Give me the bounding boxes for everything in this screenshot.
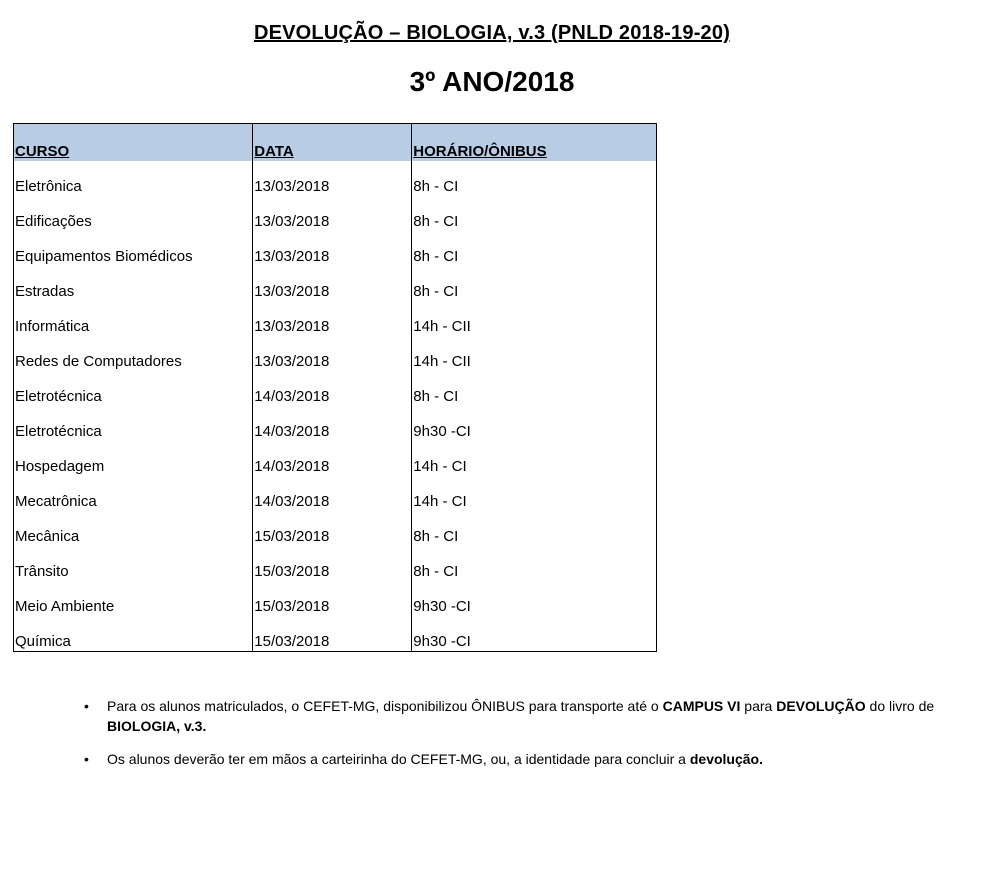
notes-list xyxy=(84,696,954,782)
cell-horario: 14h - CII xyxy=(412,301,657,336)
table-header-row xyxy=(14,124,657,162)
cell-curso: Estradas xyxy=(14,266,253,301)
cell-curso: Trânsito xyxy=(14,546,253,581)
cell-horario: 8h - CI xyxy=(412,266,657,301)
note-text: do livro de xyxy=(865,698,935,714)
table-row xyxy=(14,231,657,266)
cell-data: 14/03/2018 xyxy=(253,406,412,441)
page-subtitle: 3º ANO/2018 xyxy=(409,66,575,97)
cell-data: 13/03/2018 xyxy=(253,336,412,371)
cell-data: 14/03/2018 xyxy=(253,371,412,406)
note-emphasis: CAMPUS VI xyxy=(662,698,741,714)
header-curso: CURSO xyxy=(14,124,253,162)
cell-data: 14/03/2018 xyxy=(253,441,412,476)
cell-data: 14/03/2018 xyxy=(253,476,412,511)
note-identification xyxy=(84,749,954,769)
note-emphasis: devolução xyxy=(689,751,760,767)
note-emphasis: DEVOLUÇÃO xyxy=(776,698,866,714)
cell-horario: 8h - CI xyxy=(412,161,657,196)
cell-horario: 9h30 -CI xyxy=(412,581,657,616)
note-text: Para os alunos matriculados, o CEFET-MG, disponibilizou ÔNIBUS para transporte até o xyxy=(107,698,663,714)
table-row xyxy=(14,581,657,616)
table-row xyxy=(14,336,657,371)
cell-curso: Mecânica xyxy=(14,511,253,546)
cell-data: 13/03/2018 xyxy=(253,196,412,231)
table-row xyxy=(14,616,657,652)
cell-horario: 14h - CI xyxy=(412,441,657,476)
table-row xyxy=(14,161,657,196)
note-emphasis: BIOLOGIA, v.3 xyxy=(107,718,203,734)
cell-data: 15/03/2018 xyxy=(253,616,412,652)
note-text: para xyxy=(740,698,777,714)
header-data: DATA xyxy=(253,124,412,162)
cell-curso: Redes de Computadores xyxy=(14,336,253,371)
bullet-icon: • xyxy=(84,698,89,714)
table-row xyxy=(14,441,657,476)
cell-horario: 8h - CI xyxy=(412,511,657,546)
cell-horario: 9h30 -CI xyxy=(412,616,657,652)
cell-horario: 8h - CI xyxy=(412,196,657,231)
cell-horario: 8h - CI xyxy=(412,371,657,406)
note-emphasis: . xyxy=(202,718,207,734)
cell-data: 13/03/2018 xyxy=(253,161,412,196)
cell-data: 13/03/2018 xyxy=(253,231,412,266)
note-emphasis: . xyxy=(759,751,763,767)
page-title: DEVOLUÇÃO – BIOLOGIA, v.3 (PNLD 2018-19-20) xyxy=(253,22,731,44)
schedule-table xyxy=(13,123,657,652)
cell-horario: 14h - CI xyxy=(412,476,657,511)
cell-curso: Eletrotécnica xyxy=(14,406,253,441)
cell-curso: Equipamentos Biomédicos xyxy=(14,231,253,266)
cell-curso: Edificações xyxy=(14,196,253,231)
table-row xyxy=(14,196,657,231)
cell-horario: 9h30 -CI xyxy=(412,406,657,441)
note-transport xyxy=(84,696,954,736)
bullet-icon: • xyxy=(84,751,89,767)
cell-horario: 8h - CI xyxy=(412,231,657,266)
cell-horario: 8h - CI xyxy=(412,546,657,581)
cell-data: 13/03/2018 xyxy=(253,266,412,301)
cell-curso: Hospedagem xyxy=(14,441,253,476)
table-row xyxy=(14,301,657,336)
cell-horario: 14h - CII xyxy=(412,336,657,371)
cell-curso: Meio Ambiente xyxy=(14,581,253,616)
cell-data: 15/03/2018 xyxy=(253,581,412,616)
table-row xyxy=(14,511,657,546)
cell-curso: Mecatrônica xyxy=(14,476,253,511)
table-row xyxy=(14,266,657,301)
cell-curso: Química xyxy=(14,616,253,652)
cell-data: 15/03/2018 xyxy=(253,546,412,581)
cell-curso: Informática xyxy=(14,301,253,336)
cell-data: 13/03/2018 xyxy=(253,301,412,336)
cell-curso: Eletrônica xyxy=(14,161,253,196)
table-row xyxy=(14,546,657,581)
note-text: Os alunos deverão ter em mãos a carteirinha do CEFET-MG, ou, a identidade para concluir a xyxy=(107,751,690,767)
cell-data: 15/03/2018 xyxy=(253,511,412,546)
table-row xyxy=(14,476,657,511)
table-row xyxy=(14,406,657,441)
header-horario: HORÁRIO/ÔNIBUS xyxy=(412,124,657,162)
table-row xyxy=(14,371,657,406)
cell-curso: Eletrotécnica xyxy=(14,371,253,406)
